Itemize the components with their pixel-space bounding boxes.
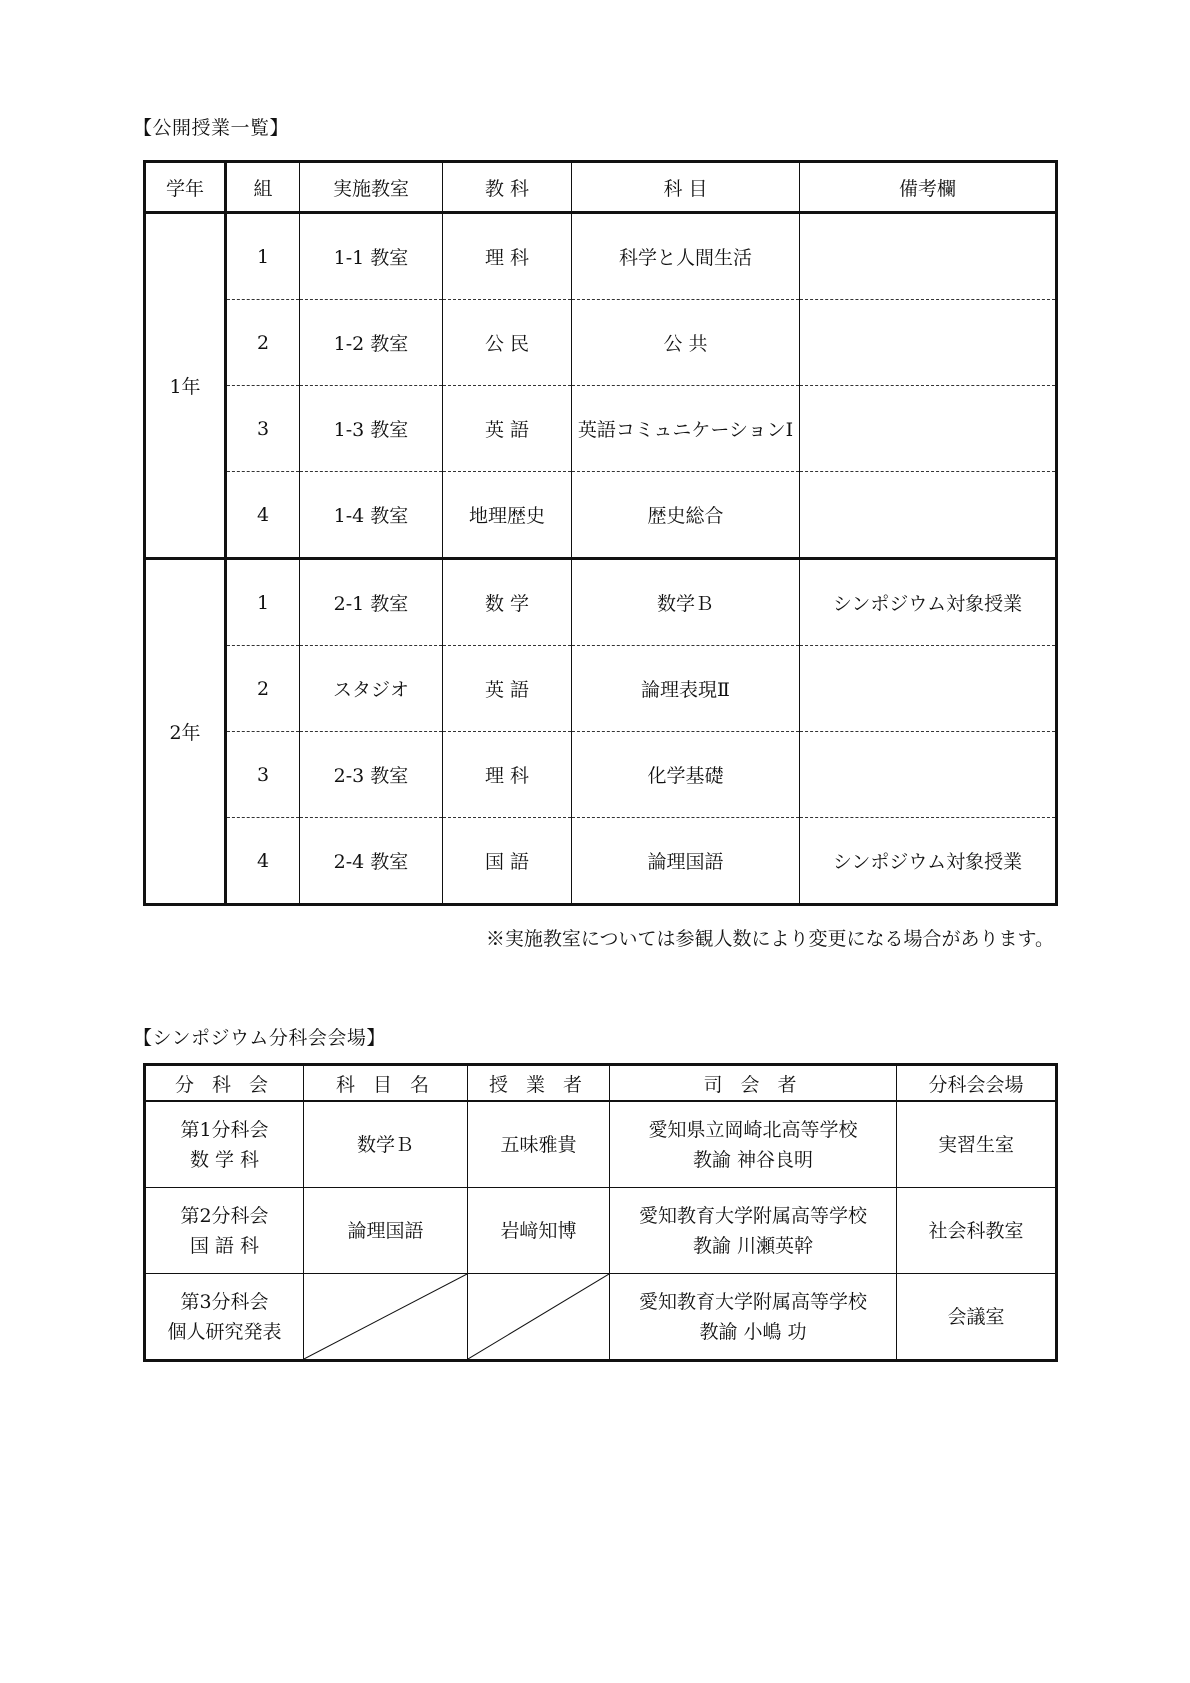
class-cell: 4: [226, 818, 300, 905]
class-cell: 2: [226, 646, 300, 732]
chair-school: 愛知教育大学附属高等学校: [638, 1290, 867, 1313]
table-row: [145, 386, 1057, 472]
table-row: [145, 472, 1057, 559]
note-cell: シンポジウム対象授業: [800, 818, 1057, 905]
session-cell: [145, 1101, 304, 1188]
table-row: [145, 559, 1057, 646]
teacher-cell: 五味雅貴: [468, 1101, 610, 1188]
room-cell: 1-4 教室: [300, 472, 443, 559]
symposium-table: [143, 1063, 1058, 1362]
chair-cell: [610, 1101, 897, 1188]
session-cell: [145, 1274, 304, 1361]
session-label: 第3分科会: [180, 1290, 269, 1313]
table-header-row: [145, 162, 1057, 213]
course-cell: 論理国語: [572, 818, 800, 905]
table-row: [145, 1101, 1057, 1188]
table-row: [145, 1188, 1057, 1274]
table-header-row: [145, 1065, 1057, 1102]
note-cell: [800, 472, 1057, 559]
subject-cell: 国 語: [443, 818, 572, 905]
note-cell: [800, 300, 1057, 386]
col-header-room: 実施教室: [300, 162, 443, 213]
course-cell: 英語コミュニケーションⅠ: [572, 386, 800, 472]
room-cell: 1-1 教室: [300, 213, 443, 300]
class-cell: 4: [226, 472, 300, 559]
chair-cell: [610, 1188, 897, 1274]
subject-cell: 地理歴史: [443, 472, 572, 559]
chair-cell: [610, 1274, 897, 1361]
course-cell: 化学基礎: [572, 732, 800, 818]
session-subject: 個人研究発表: [167, 1320, 282, 1343]
course-cell: 科学と人間生活: [572, 213, 800, 300]
empty-course-cell: [304, 1274, 468, 1361]
col-header-venue: 分科会会場: [897, 1065, 1057, 1102]
subject-cell: 公 民: [443, 300, 572, 386]
table-row: [145, 1274, 1057, 1361]
note-cell: [800, 213, 1057, 300]
col-header-teacher: 授 業 者: [468, 1065, 610, 1102]
session-subject: 数 学 科: [189, 1148, 260, 1171]
col-header-course: 科 目: [572, 162, 800, 213]
class-cell: 3: [226, 732, 300, 818]
col-header-note: 備考欄: [800, 162, 1057, 213]
chair-school: 愛知県立岡崎北高等学校: [648, 1118, 858, 1141]
chair-name: 教諭 神谷良明: [692, 1148, 814, 1171]
section-heading-symposium: 【シンポジウム分科会会場】: [133, 1027, 386, 1049]
table-row: [145, 213, 1057, 300]
venue-cell: 実習生室: [897, 1101, 1057, 1188]
class-cell: 1: [226, 559, 300, 646]
col-header-subject: 教 科: [443, 162, 572, 213]
room-change-footnote: ※実施教室については参観人数により変更になる場合があります。: [485, 928, 1054, 950]
table-row: [145, 732, 1057, 818]
chair-name: 教諭 川瀬英幹: [692, 1234, 814, 1257]
venue-cell: 社会科教室: [897, 1188, 1057, 1274]
chair-name: 教諭 小嶋 功: [699, 1320, 807, 1343]
table-row: [145, 300, 1057, 386]
grade-cell: 2年: [145, 559, 226, 905]
note-cell: [800, 386, 1057, 472]
teacher-cell: 岩﨑知博: [468, 1188, 610, 1274]
venue-cell: 会議室: [897, 1274, 1057, 1361]
note-cell: [800, 732, 1057, 818]
class-cell: 3: [226, 386, 300, 472]
section-heading-open-classes: 【公開授業一覧】: [133, 117, 290, 139]
diagonal-slash-icon: [468, 1274, 609, 1359]
session-label: 第1分科会: [180, 1118, 269, 1141]
col-header-session: 分 科 会: [145, 1065, 304, 1102]
subject-cell: 理 科: [443, 732, 572, 818]
col-header-course: 科 目 名: [304, 1065, 468, 1102]
empty-teacher-cell: [468, 1274, 610, 1361]
room-cell: スタジオ: [300, 646, 443, 732]
course-cell: 論理表現Ⅱ: [572, 646, 800, 732]
session-subject: 国 語 科: [189, 1234, 260, 1257]
open-classes-table: [143, 160, 1058, 906]
room-cell: 2-3 教室: [300, 732, 443, 818]
subject-cell: 英 語: [443, 386, 572, 472]
col-header-class: 組: [226, 162, 300, 213]
chair-school: 愛知教育大学附属高等学校: [638, 1204, 867, 1227]
course-cell: 数学Ｂ: [304, 1101, 468, 1188]
course-cell: 論理国語: [304, 1188, 468, 1274]
subject-cell: 英 語: [443, 646, 572, 732]
course-cell: 公 共: [572, 300, 800, 386]
session-cell: [145, 1188, 304, 1274]
subject-cell: 数 学: [443, 559, 572, 646]
room-cell: 2-1 教室: [300, 559, 443, 646]
room-cell: 1-2 教室: [300, 300, 443, 386]
grade-cell: 1年: [145, 213, 226, 559]
subject-cell: 理 科: [443, 213, 572, 300]
course-cell: 歴史総合: [572, 472, 800, 559]
class-cell: 1: [226, 213, 300, 300]
table-row: [145, 818, 1057, 905]
session-label: 第2分科会: [180, 1204, 269, 1227]
table-row: [145, 646, 1057, 732]
col-header-chair: 司 会 者: [610, 1065, 897, 1102]
class-cell: 2: [226, 300, 300, 386]
room-cell: 1-3 教室: [300, 386, 443, 472]
diagonal-slash-icon: [304, 1274, 467, 1359]
course-cell: 数学Ｂ: [572, 559, 800, 646]
note-cell: シンポジウム対象授業: [800, 559, 1057, 646]
col-header-grade: 学年: [145, 162, 226, 213]
note-cell: [800, 646, 1057, 732]
room-cell: 2-4 教室: [300, 818, 443, 905]
